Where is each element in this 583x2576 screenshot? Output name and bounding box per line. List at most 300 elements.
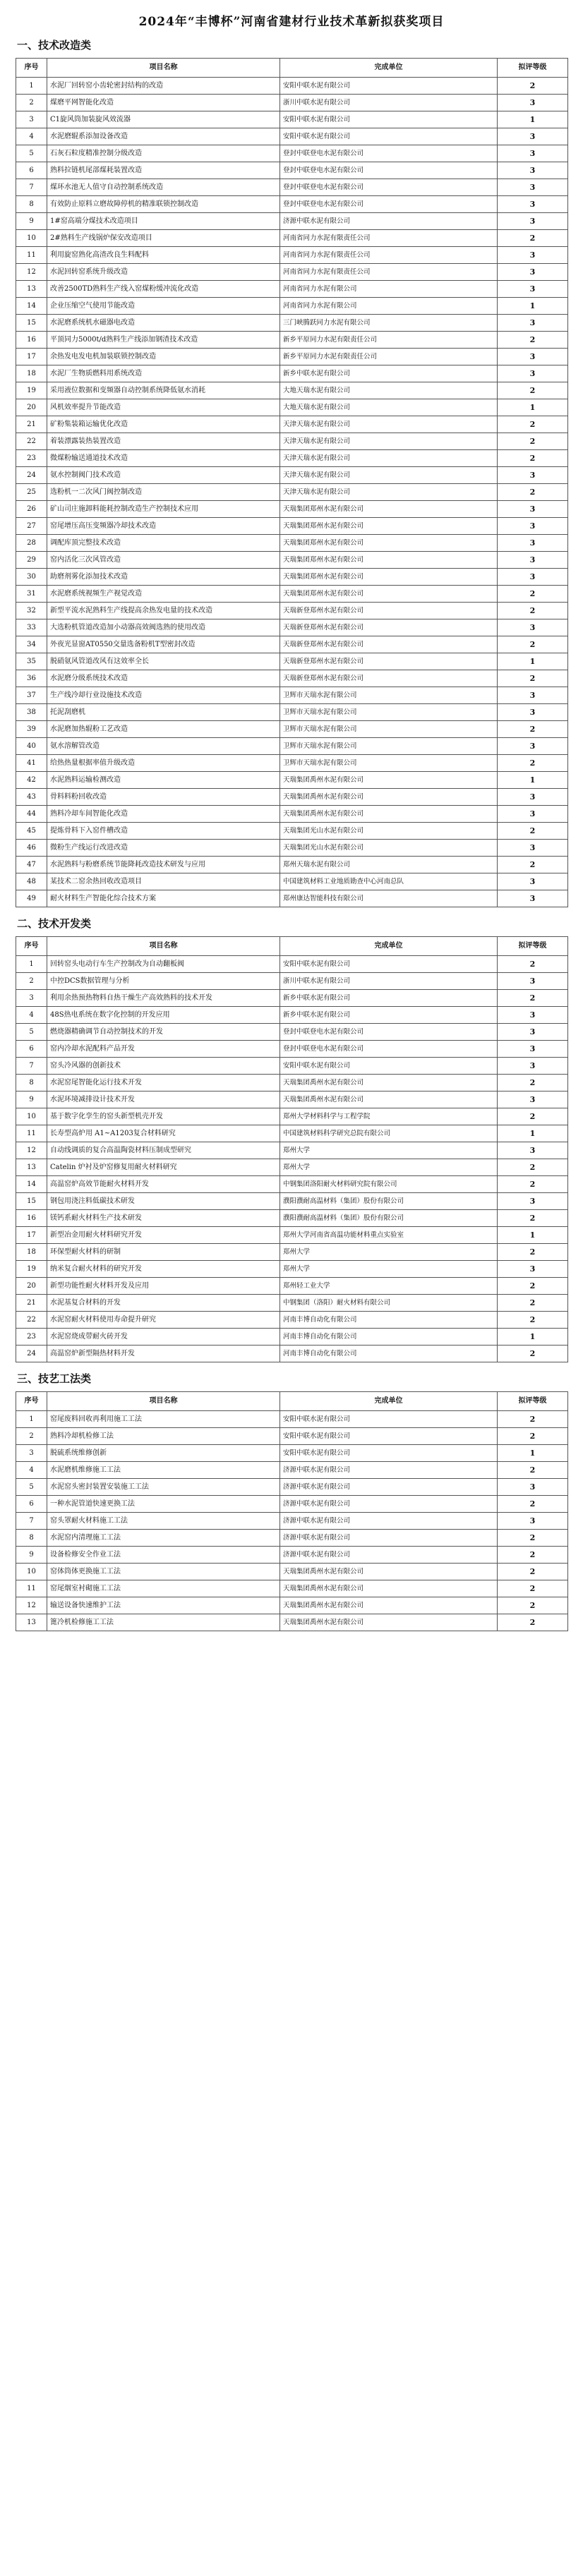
project-name: 窑尾增压高压变频器冷却技术改造 xyxy=(47,518,280,535)
project-name: 氨水控制阀门技术改造 xyxy=(47,467,280,484)
row-number: 37 xyxy=(16,687,47,704)
table-row xyxy=(16,1261,568,1278)
project-name: 2#熟料生产线锅炉保安改造项目 xyxy=(47,230,280,247)
row-number: 3 xyxy=(16,990,47,1007)
row-number: 24 xyxy=(16,1346,47,1362)
project-name: 窑内活化三次风管改造 xyxy=(47,552,280,569)
row-number: 29 xyxy=(16,552,47,569)
award-level: 2 xyxy=(498,484,568,501)
award-level: 1 xyxy=(498,111,568,128)
completion-unit: 登封中联登电水泥有限公司 xyxy=(280,162,498,179)
row-number: 34 xyxy=(16,636,47,653)
row-number: 11 xyxy=(16,1580,47,1597)
project-name: 矿山司庄施卸料能耗控制改造生产控制技术应用 xyxy=(47,501,280,518)
header-unit: 完成单位 xyxy=(280,1392,498,1411)
completion-unit: 郑州大学 xyxy=(280,1159,498,1176)
row-number: 42 xyxy=(16,772,47,789)
completion-unit: 安阳中联水泥有限公司 xyxy=(280,78,498,95)
table-row xyxy=(16,1193,568,1210)
project-name: 一种水泥管道快速更换工法 xyxy=(47,1496,280,1513)
project-name: 自动线调质的复合高温陶瓷材料压制成型研究 xyxy=(47,1142,280,1159)
table-row xyxy=(16,653,568,670)
completion-unit: 郑州大学材料科学与工程学院 xyxy=(280,1108,498,1125)
row-number: 18 xyxy=(16,1244,47,1261)
row-number: 5 xyxy=(16,145,47,162)
table-row xyxy=(16,1108,568,1125)
award-level: 3 xyxy=(498,179,568,196)
project-name: 利用余热预热物料自热干燥生产高效熟料的技术开发 xyxy=(47,990,280,1007)
table-row xyxy=(16,1428,568,1445)
table-row xyxy=(16,1312,568,1329)
project-name: 窑尾废料回收再利用施工工法 xyxy=(47,1411,280,1428)
award-level: 2 xyxy=(498,1210,568,1227)
award-level: 3 xyxy=(498,890,568,907)
row-number: 17 xyxy=(16,349,47,365)
completion-unit: 天瑞集团禹州水泥有限公司 xyxy=(280,1614,498,1631)
award-table xyxy=(16,936,568,1362)
project-name: 水泥磨系统机水磁器电改造 xyxy=(47,315,280,332)
completion-unit: 郑州大学 xyxy=(280,1244,498,1261)
table-row xyxy=(16,382,568,399)
completion-unit: 天瑞集团禹州水泥有限公司 xyxy=(280,1580,498,1597)
project-name: 窑头罩耐火材料施工工法 xyxy=(47,1513,280,1530)
award-level: 2 xyxy=(498,1462,568,1479)
completion-unit: 郑州大学河南省高温功能材料重点实验室 xyxy=(280,1227,498,1244)
row-number: 14 xyxy=(16,1176,47,1193)
row-number: 19 xyxy=(16,1261,47,1278)
project-name: 1#窑高端分煤技术改造项目 xyxy=(47,213,280,230)
completion-unit: 济源中联水泥有限公司 xyxy=(280,1462,498,1479)
award-level: 3 xyxy=(498,1479,568,1496)
table-row xyxy=(16,956,568,973)
completion-unit: 天津天瑞水泥有限公司 xyxy=(280,450,498,467)
table-row xyxy=(16,840,568,857)
project-name: 新型冶金用耐火材料研究开发 xyxy=(47,1227,280,1244)
project-name: C1旋风筒加装旋风效流器 xyxy=(47,111,280,128)
award-level: 3 xyxy=(498,145,568,162)
award-level: 2 xyxy=(498,78,568,95)
table-row xyxy=(16,721,568,738)
table-row xyxy=(16,416,568,433)
table-row xyxy=(16,1007,568,1024)
completion-unit: 天瑞集团禹州水泥有限公司 xyxy=(280,789,498,806)
award-level: 2 xyxy=(498,603,568,619)
award-level: 3 xyxy=(498,281,568,298)
row-number: 45 xyxy=(16,823,47,840)
header-name: 项目名称 xyxy=(47,59,280,78)
completion-unit: 郑州轻工业大学 xyxy=(280,1278,498,1295)
table-row xyxy=(16,1496,568,1513)
project-name: 篦冷机检修施工工法 xyxy=(47,1614,280,1631)
project-name: 高温窑炉高效节能耐火材料开发 xyxy=(47,1176,280,1193)
completion-unit: 浙川中联水泥有限公司 xyxy=(280,95,498,111)
award-level: 3 xyxy=(498,196,568,213)
row-number: 7 xyxy=(16,1513,47,1530)
table-row xyxy=(16,1564,568,1580)
table-row xyxy=(16,111,568,128)
project-name: 水泥厂回转窑小齿轮密封结构的改造 xyxy=(47,78,280,95)
project-name: 平顶同力5000t/d熟料生产线添加钢渣技术改造 xyxy=(47,332,280,349)
table-row xyxy=(16,349,568,365)
completion-unit: 天瑞集团禹州水泥有限公司 xyxy=(280,806,498,823)
award-level: 2 xyxy=(498,1278,568,1295)
project-name: 调配库顶完整技术改造 xyxy=(47,535,280,552)
row-number: 9 xyxy=(16,213,47,230)
completion-unit: 新乡平原同力水泥有限责任公司 xyxy=(280,349,498,365)
row-number: 35 xyxy=(16,653,47,670)
award-level: 3 xyxy=(498,1007,568,1024)
row-number: 18 xyxy=(16,365,47,382)
award-level: 3 xyxy=(498,1142,568,1159)
row-number: 8 xyxy=(16,1530,47,1547)
row-number: 41 xyxy=(16,755,47,772)
award-level: 2 xyxy=(498,670,568,687)
completion-unit: 卫辉市天瑞水泥有限公司 xyxy=(280,755,498,772)
row-number: 48 xyxy=(16,873,47,890)
table-row xyxy=(16,890,568,907)
row-number: 1 xyxy=(16,956,47,973)
row-number: 22 xyxy=(16,433,47,450)
table-row xyxy=(16,95,568,111)
completion-unit: 中国建筑材料科学研究总院有限公司 xyxy=(280,1125,498,1142)
row-number: 27 xyxy=(16,518,47,535)
completion-unit: 天瑞集团光山水泥有限公司 xyxy=(280,823,498,840)
award-level: 2 xyxy=(498,1346,568,1362)
completion-unit: 天津天瑞水泥有限公司 xyxy=(280,416,498,433)
completion-unit: 安阳中联水泥有限公司 xyxy=(280,128,498,145)
row-number: 12 xyxy=(16,264,47,281)
award-level: 3 xyxy=(498,1024,568,1041)
completion-unit: 天瑞集团郑州水泥有限公司 xyxy=(280,569,498,586)
row-number: 16 xyxy=(16,332,47,349)
completion-unit: 新乡中联水泥有限公司 xyxy=(280,365,498,382)
row-number: 13 xyxy=(16,1159,47,1176)
table-row xyxy=(16,162,568,179)
award-level: 3 xyxy=(498,569,568,586)
award-level: 3 xyxy=(498,1041,568,1058)
row-number: 43 xyxy=(16,789,47,806)
project-name: 熟料拉链机尾部煤耗装置改造 xyxy=(47,162,280,179)
project-name: 石灰石粒度精准控制分级改造 xyxy=(47,145,280,162)
project-name: 水泥环境减排设计技术开发 xyxy=(47,1092,280,1108)
completion-unit: 登封中联登电水泥有限公司 xyxy=(280,1041,498,1058)
project-name: 48S热电系统在数字化控制的开发应用 xyxy=(47,1007,280,1024)
table-row xyxy=(16,1479,568,1496)
table-row xyxy=(16,552,568,569)
table-row xyxy=(16,1513,568,1530)
project-name: 煤磨平网智能化改造 xyxy=(47,95,280,111)
project-name: 水泥磨分级系统技术改造 xyxy=(47,670,280,687)
row-number: 11 xyxy=(16,247,47,264)
project-name: 窑尾烟室衬砌施工工法 xyxy=(47,1580,280,1597)
project-name: 水泥磨辊系添加设备改造 xyxy=(47,128,280,145)
project-name: 脱硫系统维修创新 xyxy=(47,1445,280,1462)
completion-unit: 济源中联水泥有限公司 xyxy=(280,213,498,230)
completion-unit: 新乡中联水泥有限公司 xyxy=(280,990,498,1007)
row-number: 33 xyxy=(16,619,47,636)
table-row xyxy=(16,467,568,484)
award-level: 2 xyxy=(498,586,568,603)
project-name: 有效防止原料立磨故障停机的精准联锁控制改造 xyxy=(47,196,280,213)
header-unit: 完成单位 xyxy=(280,937,498,956)
award-level: 3 xyxy=(498,806,568,823)
header-unit: 完成单位 xyxy=(280,59,498,78)
table-row xyxy=(16,1278,568,1295)
project-name: 煤环水池无人值守自动控制系统改造 xyxy=(47,179,280,196)
header-name: 项目名称 xyxy=(47,1392,280,1411)
row-number: 20 xyxy=(16,399,47,416)
completion-unit: 登封中联登电水泥有限公司 xyxy=(280,196,498,213)
row-number: 2 xyxy=(16,1428,47,1445)
completion-unit: 天津天瑞水泥有限公司 xyxy=(280,467,498,484)
table-row xyxy=(16,755,568,772)
award-level: 2 xyxy=(498,823,568,840)
table-row xyxy=(16,1580,568,1597)
project-name: 企业压缩空气使用节能改造 xyxy=(47,298,280,315)
table-header-row xyxy=(16,937,568,956)
completion-unit: 三门峡腾跃同力水泥有限公司 xyxy=(280,315,498,332)
award-level: 3 xyxy=(498,1058,568,1075)
completion-unit: 天津天瑞水泥有限公司 xyxy=(280,433,498,450)
completion-unit: 天津天瑞水泥有限公司 xyxy=(280,484,498,501)
row-number: 5 xyxy=(16,1479,47,1496)
completion-unit: 新乡平原同力水泥有限责任公司 xyxy=(280,332,498,349)
row-number: 6 xyxy=(16,162,47,179)
project-name: 氨水溶解管改造 xyxy=(47,738,280,755)
table-row xyxy=(16,450,568,467)
project-name: 水泥熟料运输检测改造 xyxy=(47,772,280,789)
row-number: 10 xyxy=(16,230,47,247)
row-number: 21 xyxy=(16,1295,47,1312)
completion-unit: 天瑞新登郑州水泥有限公司 xyxy=(280,603,498,619)
table-header-row xyxy=(16,1392,568,1411)
completion-unit: 天瑞集团郑州水泥有限公司 xyxy=(280,518,498,535)
award-level: 1 xyxy=(498,1125,568,1142)
award-level: 2 xyxy=(498,721,568,738)
award-level: 1 xyxy=(498,298,568,315)
completion-unit: 天瑞集团郑州水泥有限公司 xyxy=(280,535,498,552)
completion-unit: 天瑞集团郑州水泥有限公司 xyxy=(280,501,498,518)
award-table xyxy=(16,58,568,907)
award-level: 2 xyxy=(498,1530,568,1547)
project-name: 耐火材料生产智能化综合技术方案 xyxy=(47,890,280,907)
table-row xyxy=(16,145,568,162)
completion-unit: 中钢集团（洛阳）耐火材料有限公司 xyxy=(280,1295,498,1312)
completion-unit: 河南丰博自动化有限公司 xyxy=(280,1329,498,1346)
row-number: 28 xyxy=(16,535,47,552)
table-row xyxy=(16,501,568,518)
project-name: 助磨剂雾化添加技术改造 xyxy=(47,569,280,586)
header-no: 序号 xyxy=(16,1392,47,1411)
completion-unit: 天瑞新登郑州水泥有限公司 xyxy=(280,636,498,653)
completion-unit: 卫辉市天瑞水泥有限公司 xyxy=(280,738,498,755)
row-number: 13 xyxy=(16,1614,47,1631)
award-level: 3 xyxy=(498,840,568,857)
row-number: 13 xyxy=(16,281,47,298)
sections-container xyxy=(16,37,567,1631)
row-number: 14 xyxy=(16,298,47,315)
table-row xyxy=(16,806,568,823)
table-row xyxy=(16,1329,568,1346)
row-number: 9 xyxy=(16,1547,47,1564)
project-name: 窑头冷风器的创新技术 xyxy=(47,1058,280,1075)
award-level: 3 xyxy=(498,518,568,535)
completion-unit: 新乡中联水泥有限公司 xyxy=(280,1007,498,1024)
row-number: 26 xyxy=(16,501,47,518)
completion-unit: 天瑞集团郑州水泥有限公司 xyxy=(280,586,498,603)
project-name: 窑内冷却水泥配料产品开发 xyxy=(47,1041,280,1058)
completion-unit: 濮阳濮耐高温材料（集团）股份有限公司 xyxy=(280,1210,498,1227)
award-level: 3 xyxy=(498,973,568,990)
award-level: 2 xyxy=(498,332,568,349)
table-row xyxy=(16,315,568,332)
project-name: 水泥窑内清理施工工法 xyxy=(47,1530,280,1547)
table-row xyxy=(16,857,568,873)
completion-unit: 郑州康达智能科技有限公司 xyxy=(280,890,498,907)
project-name: 外夜光显窗AT0550交量选备粉机T型密封改造 xyxy=(47,636,280,653)
award-level: 3 xyxy=(498,128,568,145)
table-row xyxy=(16,1346,568,1362)
table-row xyxy=(16,332,568,349)
completion-unit: 天瑞集团郑州水泥有限公司 xyxy=(280,552,498,569)
row-number: 6 xyxy=(16,1041,47,1058)
award-level: 2 xyxy=(498,1564,568,1580)
project-name: 中控DCS数据管理与分析 xyxy=(47,973,280,990)
project-name: 纳米复合耐火材料的研究开发 xyxy=(47,1261,280,1278)
table-row xyxy=(16,1024,568,1041)
completion-unit: 浙川中联水泥有限公司 xyxy=(280,973,498,990)
project-name: 新型功能性耐火材料开发及应用 xyxy=(47,1278,280,1295)
table-row xyxy=(16,1125,568,1142)
header-level: 拟评等级 xyxy=(498,1392,568,1411)
table-row xyxy=(16,670,568,687)
award-level: 3 xyxy=(498,1092,568,1108)
completion-unit: 河南省同力水泥有限公司 xyxy=(280,281,498,298)
award-level: 2 xyxy=(498,450,568,467)
header-level: 拟评等级 xyxy=(498,59,568,78)
completion-unit: 登封中联登电水泥有限公司 xyxy=(280,145,498,162)
completion-unit: 安阳中联水泥有限公司 xyxy=(280,111,498,128)
table-row xyxy=(16,569,568,586)
award-table xyxy=(16,1391,568,1631)
section-heading: 三、技艺工法类 xyxy=(17,1372,92,1385)
table-header-row xyxy=(16,59,568,78)
completion-unit: 天瑞集团禹州水泥有限公司 xyxy=(280,1092,498,1108)
project-name: 镁钙系耐火材料生产技术研发 xyxy=(47,1210,280,1227)
award-level: 3 xyxy=(498,535,568,552)
header-name: 项目名称 xyxy=(47,937,280,956)
completion-unit: 天瑞集团禹州水泥有限公司 xyxy=(280,772,498,789)
completion-unit: 天瑞集团光山水泥有限公司 xyxy=(280,840,498,857)
award-level: 2 xyxy=(498,433,568,450)
row-number: 12 xyxy=(16,1142,47,1159)
award-level: 2 xyxy=(498,1614,568,1631)
project-name: 水泥窑尾智能化运行技术开发 xyxy=(47,1075,280,1092)
table-row xyxy=(16,230,568,247)
table-row xyxy=(16,738,568,755)
project-name: 微煤粉输送通道技术改造 xyxy=(47,450,280,467)
project-name: 输送设备快速维护工法 xyxy=(47,1597,280,1614)
award-level: 3 xyxy=(498,315,568,332)
table-row xyxy=(16,484,568,501)
award-level: 1 xyxy=(498,1445,568,1462)
header-no: 序号 xyxy=(16,59,47,78)
project-name: 水泥磨系统视频生产视觉改造 xyxy=(47,586,280,603)
row-number: 16 xyxy=(16,1210,47,1227)
award-level: 3 xyxy=(498,349,568,365)
award-level: 1 xyxy=(498,1227,568,1244)
project-name: 钢包用浇注料低碳技术研发 xyxy=(47,1193,280,1210)
table-row xyxy=(16,128,568,145)
row-number: 7 xyxy=(16,179,47,196)
award-level: 3 xyxy=(498,467,568,484)
project-name: 基于数字化孪生的窑头新型机壳开发 xyxy=(47,1108,280,1125)
table-row xyxy=(16,772,568,789)
row-number: 4 xyxy=(16,1007,47,1024)
project-name: 选粉机一二次风门阀控制改造 xyxy=(47,484,280,501)
table-row xyxy=(16,687,568,704)
table-row xyxy=(16,1227,568,1244)
project-name: 生产线冷却行业设施技术改造 xyxy=(47,687,280,704)
table-row xyxy=(16,213,568,230)
project-name: 微粉生产线运行改进改造 xyxy=(47,840,280,857)
award-level: 3 xyxy=(498,619,568,636)
project-name: 水泥回转窑系统升级改造 xyxy=(47,264,280,281)
award-level: 2 xyxy=(498,382,568,399)
table-row xyxy=(16,990,568,1007)
award-level: 1 xyxy=(498,1329,568,1346)
award-level: 3 xyxy=(498,247,568,264)
completion-unit: 天瑞新登郑州水泥有限公司 xyxy=(280,619,498,636)
award-level: 2 xyxy=(498,230,568,247)
award-level: 2 xyxy=(498,416,568,433)
award-level: 2 xyxy=(498,1597,568,1614)
row-number: 30 xyxy=(16,569,47,586)
completion-unit: 济源中联水泥有限公司 xyxy=(280,1479,498,1496)
completion-unit: 济源中联水泥有限公司 xyxy=(280,1530,498,1547)
project-name: 某技术二窑余热回收改造项目 xyxy=(47,873,280,890)
row-number: 15 xyxy=(16,315,47,332)
row-number: 47 xyxy=(16,857,47,873)
project-name: 提炼骨料下入窑件槽改造 xyxy=(47,823,280,840)
row-number: 2 xyxy=(16,973,47,990)
completion-unit: 天瑞新登郑州水泥有限公司 xyxy=(280,653,498,670)
table-row xyxy=(16,704,568,721)
completion-unit: 安阳中联水泥有限公司 xyxy=(280,1411,498,1428)
project-name: 矿粉集装箱运输优化改造 xyxy=(47,416,280,433)
project-name: 水泥窑耐火材料使用寿命提升研究 xyxy=(47,1312,280,1329)
completion-unit: 大地天瑞水泥有限公司 xyxy=(280,399,498,416)
table-row xyxy=(16,619,568,636)
table-row xyxy=(16,823,568,840)
completion-unit: 安阳中联水泥有限公司 xyxy=(280,1428,498,1445)
row-number: 1 xyxy=(16,78,47,95)
completion-unit: 登封中联登电水泥有限公司 xyxy=(280,1024,498,1041)
completion-unit: 卫辉市天瑞水泥有限公司 xyxy=(280,704,498,721)
award-level: 3 xyxy=(498,552,568,569)
table-row xyxy=(16,179,568,196)
table-row xyxy=(16,298,568,315)
table-row xyxy=(16,1445,568,1462)
row-number: 3 xyxy=(16,1445,47,1462)
completion-unit: 河南丰博自动化有限公司 xyxy=(280,1312,498,1329)
table-row xyxy=(16,586,568,603)
project-name: 采用液位数据和变频器自动控制系统降低氨水消耗 xyxy=(47,382,280,399)
award-level: 3 xyxy=(498,1261,568,1278)
project-name: 长寿型高炉用 A1~A1203复合材料研究 xyxy=(47,1125,280,1142)
row-number: 3 xyxy=(16,111,47,128)
row-number: 46 xyxy=(16,840,47,857)
